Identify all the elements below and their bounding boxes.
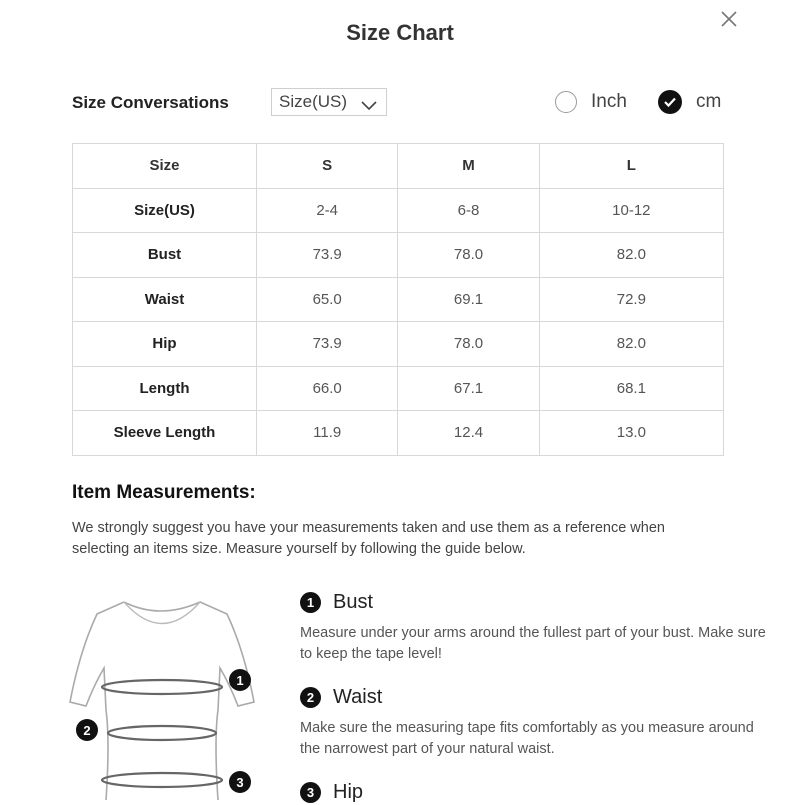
table-cell: 66.0 — [257, 366, 398, 411]
unit-label-cm: cm — [696, 91, 722, 112]
guide-item-waist — [300, 684, 770, 760]
size-conversion-bar — [72, 88, 728, 120]
guide-title: Waist — [333, 685, 383, 708]
shirt-illustration — [62, 590, 262, 800]
table-header-cell: S — [257, 144, 398, 189]
unit-option-cm[interactable] — [658, 88, 721, 116]
table-row-label: Length — [73, 366, 257, 411]
guide-text: Make sure the measuring tape fits comfortably as you measure around the narrowest part of your natural waist. — [300, 720, 754, 757]
size-system-value: Size(US) — [279, 92, 348, 111]
guide-number-badge: 1 — [300, 592, 321, 613]
table-header-cell: L — [539, 144, 723, 189]
page-title: Size Chart — [346, 20, 454, 45]
table-cell: 78.0 — [398, 233, 539, 278]
table-cell: 12.4 — [398, 411, 539, 456]
chevron-down-icon — [360, 97, 378, 117]
table-cell: 78.0 — [398, 322, 539, 367]
guide-number-badge: 3 — [300, 782, 321, 803]
table-cell: 69.1 — [398, 277, 539, 322]
table-row — [73, 277, 724, 322]
table-row-label: Bust — [73, 233, 257, 278]
table-row-label: Waist — [73, 277, 257, 322]
check-circle-icon[interactable] — [658, 90, 682, 114]
svg-text:2: 2 — [83, 723, 91, 738]
table-header-row — [73, 144, 724, 189]
guide-title: Bust — [333, 590, 374, 613]
figure-marker-2 — [76, 719, 98, 741]
table-cell: 82.0 — [539, 322, 723, 367]
unit-label-inch: Inch — [591, 91, 627, 112]
table-cell: 73.9 — [257, 322, 398, 367]
table-header-cell: Size — [73, 144, 257, 189]
table-row-label: Size(US) — [73, 188, 257, 233]
table-row — [73, 411, 724, 456]
table-row-label: Hip — [73, 322, 257, 367]
guide-title: Hip — [333, 780, 364, 803]
guide-text: Measure under your arms around the fullest part of your bust. Make sure to keep the tape level! — [300, 625, 766, 662]
table-row — [73, 188, 724, 233]
unit-option-inch[interactable] — [555, 88, 627, 116]
table-header-cell: M — [398, 144, 539, 189]
table-cell: 6-8 — [398, 188, 539, 233]
table-cell: 82.0 — [539, 233, 723, 278]
table-cell: 65.0 — [257, 277, 398, 322]
table-cell: 72.9 — [539, 277, 723, 322]
close-icon[interactable] — [718, 8, 740, 30]
table-cell: 10-12 — [539, 188, 723, 233]
svg-text:3: 3 — [236, 775, 244, 790]
measurement-figure — [62, 590, 262, 800]
size-table — [72, 143, 724, 456]
svg-text:1: 1 — [236, 673, 244, 688]
radio-empty-icon[interactable] — [555, 91, 577, 113]
size-conversion-label: Size Conversations — [72, 93, 229, 112]
guide-item-hip — [300, 779, 770, 805]
table-row — [73, 233, 724, 278]
table-cell: 67.1 — [398, 366, 539, 411]
table-cell: 73.9 — [257, 233, 398, 278]
table-cell: 11.9 — [257, 411, 398, 456]
table-cell: 13.0 — [539, 411, 723, 456]
guide-item-bust — [300, 589, 770, 665]
table-cell: 2-4 — [257, 188, 398, 233]
table-cell: 68.1 — [539, 366, 723, 411]
table-row — [73, 322, 724, 367]
size-system-select[interactable] — [271, 88, 387, 116]
guide-number-badge: 2 — [300, 687, 321, 708]
figure-marker-3 — [229, 771, 251, 793]
table-row-label: Sleeve Length — [73, 411, 257, 456]
measurements-description: We strongly suggest you have your measurements taken and use them as a reference when selecting an items size. Measure yourself by following the guide below. — [72, 520, 665, 557]
table-row — [73, 366, 724, 411]
measurements-heading: Item Measurements: — [72, 482, 256, 503]
figure-marker-1 — [229, 669, 251, 691]
